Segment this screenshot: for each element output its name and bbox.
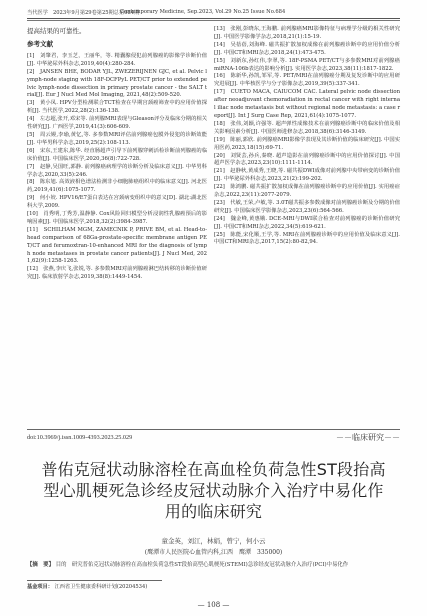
reference-item: [5] 周云嫚,李瑜,黄忆,等. 多参数MRI评估前列腺癌包膜外侵犯的诊断效能[J]. 中华男科学杂志,2019,25(2):108-113. xyxy=(27,131,207,146)
footnote-rule xyxy=(27,580,162,581)
left-column xyxy=(27,26,207,282)
reference-item: [14] 吴蓓蓓,刘海峰. 磁共振扩散加权成像在前列腺癌诊断中的应用价值分析[J]. 中国CT和MRI杂志,2018,24(1):473-475. xyxy=(214,41,400,56)
reference-item: [4] 左志超,张开,邓宋等. 前列腺MRI表现与Gleason评分及临床分期的相关性研究[J]. 广西医学,2019,41(3):606-609. xyxy=(27,116,207,131)
article-title: 普佑克冠状动脉溶栓在高血栓负荷急性ST段抬高型心肌梗死急诊经皮冠状动脉介入治疗中易化作用的临床研究 xyxy=(41,460,386,521)
reference-item: [20] 刘贤芸,孙兵,秦晓. 超声造影在前列腺癌诊断中的应用价值探讨[J]. 中国超声医学杂志,2023,23(10):1111-1114. xyxy=(214,152,400,167)
header-rule xyxy=(27,18,400,19)
right-column xyxy=(214,26,400,247)
reference-item: [10] 肖秀明,丁秀芳,温静静. Cox风险回归模型分析浸润性乳腺癌预后的影响因素[J]. 中国临床医学,2018,32(2):3984-3987. xyxy=(27,211,207,225)
intro-text: 提高结果的可靠性。 xyxy=(27,27,86,35)
fund-label: 基金项目： xyxy=(27,584,53,590)
reference-item: [7] 赵静,吴国旺,郭静. 前列腺癌病理学的诊断分析及临床意义[J]. 中华男科学杂志,2020,33(5):246. xyxy=(27,163,207,178)
fund-text: 江西省卫生健康委科研计划(20204534) xyxy=(54,584,148,590)
abstract-text: 目的 研究普佑克冠状动脉溶栓在高血栓负荷急性ST段抬高型心肌梗死(STEMI)急诊经皮冠状动脉介入治疗(PCI)中易化作 xyxy=(55,562,349,568)
reference-item: [22] 陈鸿鹏. 磁共振扩散加权成像在前列腺癌诊断中的应用价值[J]. 实用癌症杂志,2022,23(11):2077-2079. xyxy=(214,184,400,199)
reference-item: [21] 赵静秋,黄成秀,王晓,等. 磁共振DWI成像对前列腺中央带病变的诊断价值[J]. 中华泌尿外科杂志,2023,21(2):199-202. xyxy=(214,168,400,183)
reference-item: [9] 何小姣. HPV16/E7蛋白表达在宫颈病变组织中的意义[D]. 湖北:湖北医科大学,2009. xyxy=(27,195,207,210)
reference-item: [13] 张刚,彭晓东,王海鹏. 前列腺癌MRI影像特征与病理学分级的相关性研究[J]. 中国医学影像学杂志,2018,21(1):15-19. xyxy=(214,26,400,40)
references-heading: 参考文献 xyxy=(27,40,53,48)
affiliation: (鹰潭市人民医院心血管内科,江西 鹰潭 335000) xyxy=(144,549,283,556)
column-tag: －－临床研究－－ xyxy=(336,433,400,442)
authors: 童金英，刘江，林娟，曾宁，何小云 xyxy=(161,537,266,545)
reference-item: [3] 黄小凤. HPV分型检测联合TCT检查在早期宫颈癌筛查中的应用价值探析[J]. 当代医学,2022,28(2):136-138. xyxy=(27,100,207,115)
reference-item: [25] 陈能,宋化顺,王学,等. MRI在前列腺癌诊断中的应用价值及临床意义[J]. 中国CT和MRI杂志,2017,15(2):80-82,94. xyxy=(214,231,400,246)
reference-item: [16] 陈新华,孙凯,邹军,等. PET/MRI在前列腺癌分期及复发诊断中的应用研究进展[J]. 中华核医学与分子影像杂志,2019,39(5):337-341. xyxy=(214,73,400,88)
reference-item: [18] 张伟,刘颖,许强等. 超声弹性成像技术在前列腺癌诊断中的临床价值及相关影响因素分析[J]. 中国医师进修杂志,2018,38(6):3146-3149. xyxy=(214,120,400,135)
reference-item: [24] 魏金峰,黄惠娥. DCE-MRI与DWI联合检查对前列腺癌的诊断价值研究[J]. 中国CT和MRI杂志,2022,34(5):619-621. xyxy=(214,215,400,230)
reference-item: [12] 张燕,李庆飞,张锐,等. 多参数MRI对前列腺癌淋巴结转移的诊断价值研究[J]. 临床放射学杂志,2019,38(8):1449-1454. xyxy=(27,266,207,281)
abstract xyxy=(27,562,400,570)
page-number: — 108 — xyxy=(197,601,230,609)
doi: doi:10.3969/j.issn.1009-4393.2023.25.029 xyxy=(27,434,133,441)
journal-header-en: Contemporary Medicine, Sep.2023, Vol.29 No.25 Issue No.684 xyxy=(120,9,286,15)
journal-header-cn: 当代医学 2023年9月第29卷第25期总第684期 xyxy=(27,10,140,16)
abstract-label: 【摘 要】 xyxy=(27,562,54,568)
header-rule-thin xyxy=(27,20,400,21)
reference-item: [8] 陈东旭. 高效液相色谱法检测非小细胞肺癌组织中的临床意义[J]. 河北医药,2019,41(6):1075-1077. xyxy=(27,179,207,194)
reference-item: [15] 刘新东,孙红伟,李翠,等. 18F-PSMA PET/CT与多参数MRI对前列腺癌miRNA-106b表达的影响分析[J]. 实用医学杂志,2023,38(11):1817-1822. xyxy=(214,57,400,72)
reference-item: [23] 代敏,王荣,卢敏,等. 3.0T磁共振多参数成像对前列腺癌诊断及分期的价值研究[J]. 中国临床医学影像杂志,2023,23(6):564-566. xyxy=(214,199,400,214)
reference-item: [2] JANSEN BHE, BODAR YJL, ZWEZERIJNEN GJC, et al. Pelvic lymph-node staging with 18F-DCFPyL PET/CT prior to extended pelvic lymph-node dissection in primary prostate cancer - the SALT trial[J]. Eur J Nucl Med Mol Imaging, 2021,48(2):509-520. xyxy=(27,68,207,99)
reference-item: [19] 陈丽,郭欣. 前列腺癌MRI影像学表现及其诊断价值的临床研究[J]. 中国实用医药,2023,18(15):69-71. xyxy=(214,136,400,151)
reference-item: [6] 宋东,王建东,陈华. 经直肠超声引导下前列腺穿刺活检诊断前列腺癌的临床价值[J]. 中国临床医学,2020,36(8):722-728. xyxy=(27,147,207,162)
reference-item: [11] SCHILHAM MGM, ZAMECNIK P, PRIVE BM, et al. Head-to-head comparison of 68Ga-prostate-specific membrane antigen PET/CT and ferumoxtran-10-enhanced MRI for the diagnosis of lymph node metastases in prostate cancer patients[J]. J Nucl Med, 2021,62(9):1258-1263. xyxy=(27,226,207,265)
reference-item: [1] 刘肇君，李玉芝，王丽华，等. 精囊腺侵犯前列腺癌的影像学诊断价值[J]. 中华泌尿外科杂志,2019,40(4):280-284. xyxy=(27,52,207,67)
section-divider xyxy=(27,429,400,430)
reference-item: [17] CUETO MACA, CAIUCOM CAC. Lateral pelvic node dissection after neoadjuvant chemoradiation in rectal cancer with right internal iliac node metastasis but without regional node metastasis: a case report[J]. Int J Surg Case Rep, 2021,61(4):1075-1077. xyxy=(214,89,400,119)
fund-note xyxy=(27,583,147,590)
